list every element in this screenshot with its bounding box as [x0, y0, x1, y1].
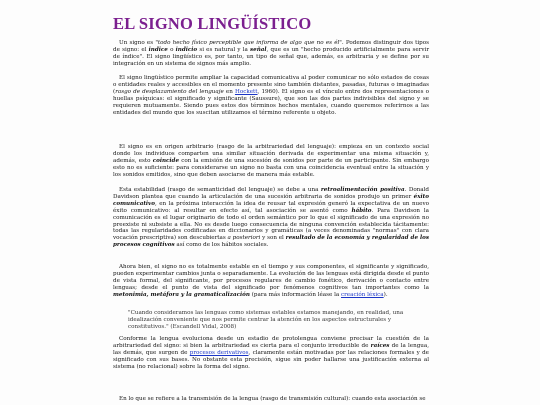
paragraph-evolucion: Ahora bien, el signo no es totalmente estable en el tiempo y sus componentes, el significante y significado, pueden experimentar cambios junta o separadamente. La evolución de las lenguas está dirigida desde el punto de vista formal, del significante, por procesos regulares de cambio fonético, derivación o contacto entre lenguas; desde el punto de vista del significado por fenómenos cognitivos tan importantes como la metonimia, metáfora y la gramaticalización (para más información léase la creación léxica). [113, 264, 429, 298]
hockett-link[interactable]: Hockett [234, 88, 258, 95]
paragraph-transmision: En lo que se refiere a la transmisión de la lengua (rasgo de transmisión cultural): cuando esta asociación se [119, 396, 426, 402]
procesos-derivativos-link[interactable]: procesos derivativos [189, 349, 249, 356]
paragraph-signo-linguistico: El signo lingüístico permite ampliar la capacidad comunicativa al poder comunicar no sólo estados de cosas o entidades reales y accesibles en el momento presente sino también distantes, pasadas, futuras o imaginadas (rasgo de desplazamiento del lenguaje en Hockett, 1960). El signo es el vínculo entre dos representaciones o huellas psíquicas: el significado y significante (Saussure), que son las dos partes indivisibles del signo y se requieren mutuamente. Siendo pues estos dos términos hechos mentales, cuando queremos referirnos a las entidades del mundo que los suscitan utilizamos el término referente u objeto. [113, 75, 429, 116]
paragraph-protolengua: Conforme la lengua evoluciona desde un estadio de protolengua conviene precisar la cuestión de la arbitrariedad del signo: si bien la arbitrariedad es cierta para el conjunto irreducible de raíces de la lengua, las demás, que surgen de procesos derivativos, claramente están motivadas por las relaciones formales y de significado con sus bases. No obstante esta precisión, sigue sin poder hallarse una justificación externa al sistema (no relacional) sobre la forma del signo. [113, 336, 429, 370]
paragraph-arbitrariedad: El signo es en origen arbitrario (rasgo de la arbitrariedad del lenguaje): empieza en un contexto social donde los individuos comparten una similar situación derivada de experimentar una misma situación y, además, esto coincide con la emisión de una sucesión de sonidos por parte de un participante. Sin embargo esto no es suficiente: para considerarse un signo no basta con una coincidencia eventual entre la situación y los sonidos emitidos, sino que deben asociarse de manera más estable. [113, 144, 429, 178]
paragraph-signo-definicion: Un signo es "todo hecho físico perceptible que informa de algo que no es él". Podemos distinguir dos tipos de signo: el indice o indicio si es natural y la señal, que es un "hecho producido artificialmente para servir de índice". El signo lingüístico es, por tanto, un tipo de señal que, además, es arbitraria y se define por su integración en un sistema de signos más amplio. [113, 40, 430, 67]
page-title: EL SIGNO LINGÜÍSTICO [113, 14, 312, 33]
paragraph-estabilidad: Esta estabilidad (rasgo de semanticidad del lenguaje) se debe a una retroalimentación positiva. Donald Davidson plantea que cuando la articulación de una sucesión arbitraria de sonidos produjo un primer éxito comunicativo, en la próxima interacción la idea de reusar tal expresión generó la expectativa de un nuevo éxito comunicativo: al resultar en efecto así, tal asociación se asentó como hábito. Para Davidson la comunicación es el lugar originario de todo el orden semántico por lo que el significado de una expresión no preexiste ni subsiste a ella. No es desde luego consecuencia de ninguna convención establecida tácitamente: todas las regularidades codificadas en diccionarios y gramáticas (a veces denominadas "normas" con clara vocación prescriptiva) son descubiertas a posteriori y son el resultado de la economía y regularidad de los procesos cognitivos así como de los hábitos sociales. [113, 187, 429, 249]
creacion-lexica-link[interactable]: creación léxica [341, 291, 384, 298]
blockquote-escandell: "Cuando consideramos las lenguas como sistemas estables estamos manejando, en realidad, una idealización conveniente que nos permite centrar la atención en los aspectos estructurales y constitutivos." (Escandell Vidal, 2008) [128, 310, 404, 330]
